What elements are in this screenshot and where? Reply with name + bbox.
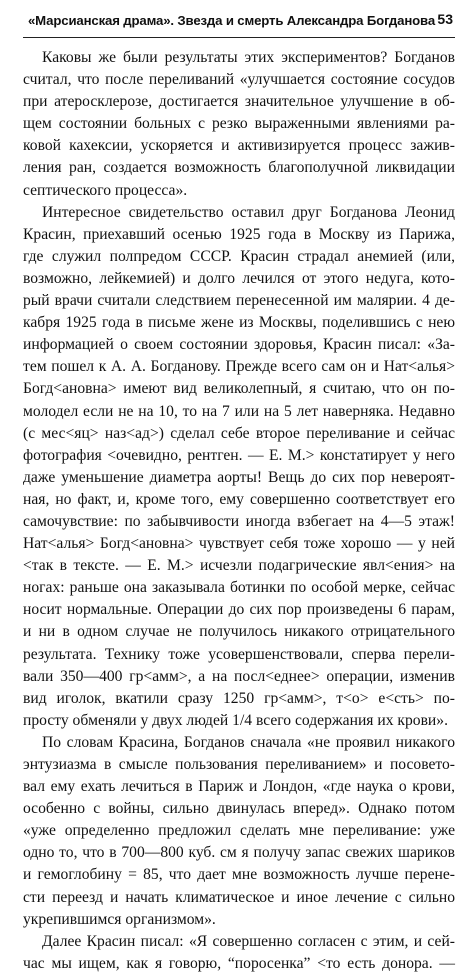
text-line: результата. Технику тоже усовершенствовали, сперва перели- [23, 645, 455, 663]
text-line: считал, что после переливаний «улучшается состояние сосудов [23, 71, 455, 89]
text-line: ковой кахексии, ускоряется и активизируется процесс зажив- [23, 137, 455, 155]
running-title: «Марсианская драма». Звезда и смерть Александра Богданова [28, 13, 436, 28]
text-line: час мы ищем, как я говорю, “поросенка” <то есть донора. — [23, 954, 455, 972]
text-line: Далее Красин писал: «Я совершенно согласен с этим, и сей- [42, 932, 455, 950]
text-line: укрепившимся организмом». [23, 910, 216, 928]
text-line: даже уменьшение диаметра аорты! Вещь до сих пор невероят- [23, 468, 455, 486]
text-line: и ни в одном случае не получилось никакого отрицательного [23, 623, 455, 641]
text-line: рый врачи считали следствием перенесенной им малярии. 4 де- [23, 292, 455, 310]
running-header [23, 10, 455, 38]
text-line: фотография <очевидно, рентген. — Е. М.> констатирует у него [23, 446, 455, 464]
text-line: возможно, лейкемией) и долго лечился от этого недуга, кото- [23, 269, 455, 287]
text-line: тем пошел к А. А. Богданову. Прежде всего сам он и Нат<алья> [23, 358, 455, 376]
text-line: где служил полпредом СССР. Красин страдал анемией (или, [23, 247, 455, 265]
text-line: септического процесса». [23, 181, 188, 199]
text-line: одно то, что в 700—800 куб. см я получу запас свежих шариков [23, 844, 455, 862]
text-line: ления ран, создается возможность благополучной ликвидации [23, 159, 455, 177]
text-line: Интересное свидетельство оставил друг Богданова Леонид [42, 203, 455, 221]
text-line: Богд<ановна> имеют вид великолепный, я считаю, что он по- [23, 380, 455, 398]
text-line: Каковы же были результаты этих экспериментов? Богданов [42, 49, 455, 66]
text-line: при атеросклерозе, достигается значительное улучшение в об- [23, 93, 455, 111]
text-line: ная, но факт, и, кроме того, ему совершенно соответствует его [23, 490, 455, 508]
text-line: энтузиазма в смысле пользования переливанием» и посовето- [23, 756, 455, 773]
text-line: Красин, приехавший осенью 1925 года в Москву из Парижа, [23, 225, 455, 243]
page-number: 53 [437, 11, 453, 27]
text-line: особенно с войны, сильно двинулась вперед». Однако потом [23, 800, 455, 818]
text-line: вид иголок, вкатили сразу 1250 гр<амм>, т<о> е<сть> по- [23, 689, 455, 707]
text-line: Нат<алья> Богд<ановна> чувствует себя тоже хорошо — у ней [23, 535, 455, 553]
text-line: молодел если не на 10, то на 7 или на 5 лет наверняка. Недавно [23, 402, 455, 420]
text-line: «уже определенно предложил сделать мне переливание: уже [23, 822, 455, 840]
text-line: вали 350—400 гр<амм>, а на посл<еднее> операции, изменив [23, 667, 455, 685]
text-line: просту обменяли у двух людей 1/4 всего содержания их крови». [23, 711, 448, 729]
text-line: (с мес<яц> наз<ад>) сделал себе второе переливание и сейчас [23, 424, 455, 442]
text-line: сти переезд и начать климатическое и иное лечение с сильно [23, 888, 455, 906]
text-line: щем состоянии больных с резко выраженными явлениями ра- [23, 115, 455, 133]
text-line: вал ему ехать лечиться в Париж и Лондон, «где наука о крови, [23, 778, 455, 796]
text-line: самочувствие: по забывчивости иногда взбегает на 4—5 этаж! [23, 512, 455, 530]
text-line: носит нормальные. Операции до сих пор произведены 6 парам, [23, 601, 455, 619]
text-line: <так в тексте. — Е. М.> исчезли подагрические явл<ения> на [23, 557, 455, 575]
text-line: информацией о своем состоянии здоровья, Красин писал: «За- [23, 336, 455, 354]
text-line: По словам Красина, Богданов сначала «не проявил никакого [42, 733, 455, 751]
body-text [23, 47, 455, 975]
text-line: и гемоглобину = 85, что дает мне возможность лучше перене- [23, 866, 455, 884]
text-line: кабря 1925 года в письме жене из Москвы, поделившись с нею [23, 314, 455, 332]
text-line: ногах: раньше она заказывала ботинки по особой мерке, сейчас [23, 579, 455, 597]
